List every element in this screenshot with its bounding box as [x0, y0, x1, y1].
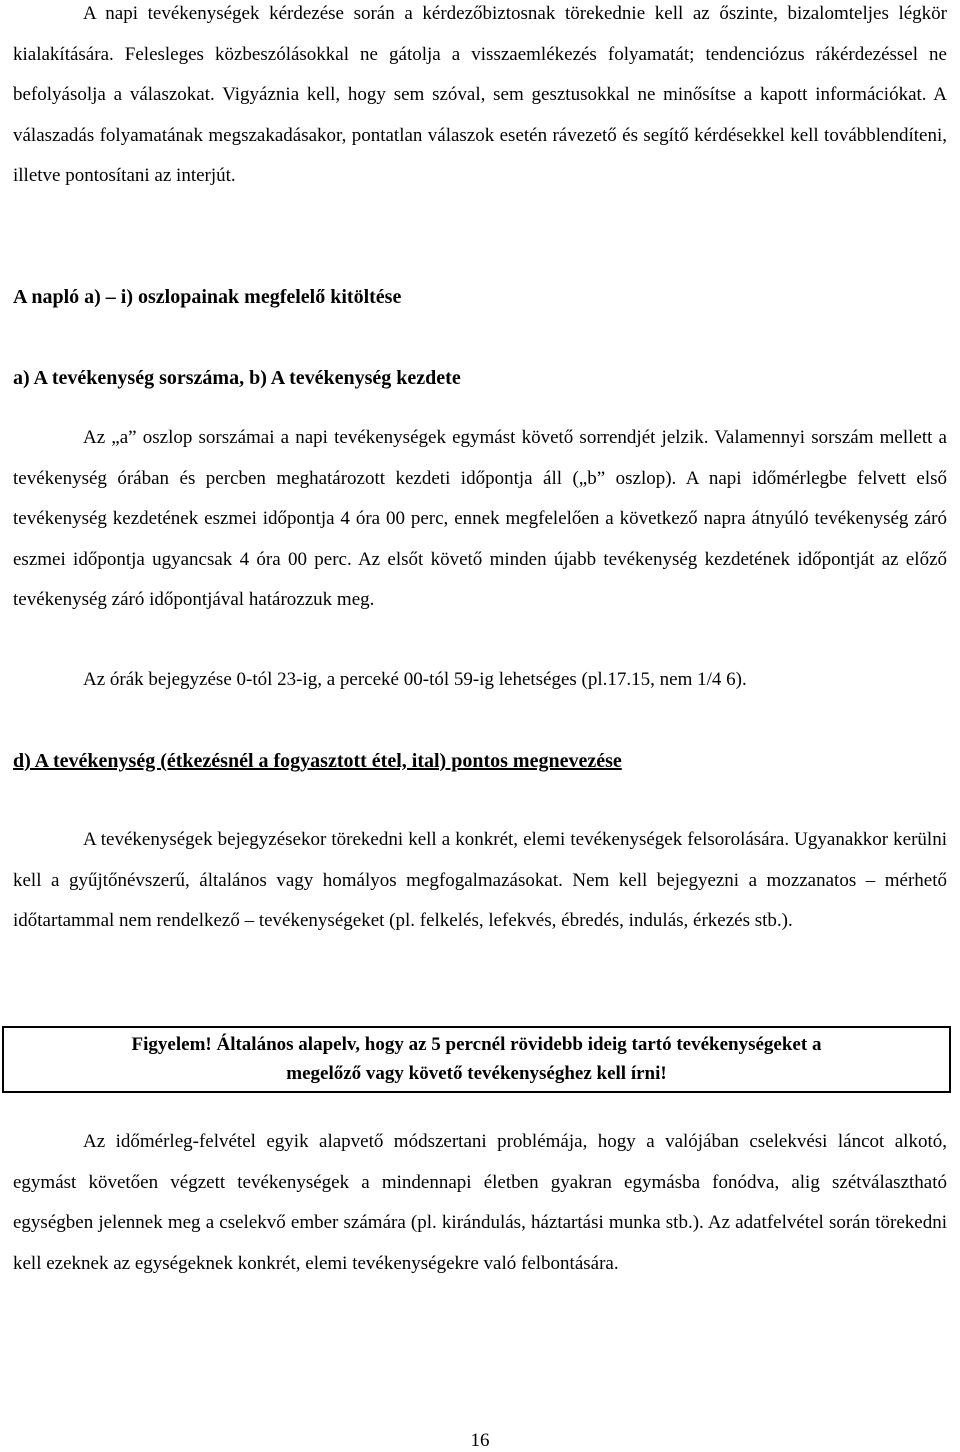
- paragraph-hour-minute-format: Az órák bejegyzése 0-tól 23-ig, a perceké 00-tól 59-ig lehetséges (pl.17.15, nem 1/4 6).: [83, 669, 747, 690]
- page-number: 16: [470, 1430, 490, 1451]
- warning-line-2: megelőző vagy követő tevékenységhez kell írni!: [286, 1063, 667, 1084]
- subheading-activity-number-start: a) A tevékenység sorszáma, b) A tevékenység kezdete: [13, 367, 461, 389]
- warning-box: [2, 1026, 951, 1093]
- subheading-activity-name: d) A tevékenység (étkezésnél a fogyasztott étel, ital) pontos megnevezése: [13, 750, 622, 772]
- warning-line-1: Figyelem! Általános alapelv, hogy az 5 percnél rövidebb ideig tartó tevékenységeket a: [131, 1034, 822, 1055]
- paragraph-activity-recording: A tevékenységek bejegyzésekor törekedni kell a konkrét, elemi tevékenységek felsorolására. Ugyanakkor kerülni kell a gyűjtőnévszerű, általános vagy homályos megfogalmazásokat. Nem kell bejegyezni a mozzanatos – mérhető időtartammal nem rendelkező – tevékenységeket (pl. felkelés, lefekvés, ébredés, indulás, érkezés stb.).: [13, 829, 947, 931]
- paragraph-methodology-problem: Az időmérleg-felvétel egyik alapvető módszertani problémája, hogy a valójában cselekvési láncot alkotó, egymást követően végzett tevékenységek a mindennapi életben gyakran egymásba fonódva, alig szétválasztható egységben jelennek meg a cselekvő ember számára (pl. kirándulás, háztartási munka stb.). Az adatfelvétel során törekedni kell ezeknek az egységeknek konkrét, elemi tevékenységekre való felbontására.: [13, 1131, 947, 1274]
- paragraph-interview-conduct: A napi tevékenységek kérdezése során a kérdezőbiztosnak törekednie kell az őszinte, bizalomteljes légkör kialakítására. Felesleges közbeszólásokkal ne gátolja a visszaemlékezés folyamatát; tendenciózus rákérdezéssel ne befolyásolja a válaszokat. Vigyáznia kell, hogy sem szóval, sem gesztusokkal ne minősítse a kapott információkat. A válaszadás folyamatának megszakadásakor, pontatlan válaszok esetén rávezető és segítő kérdésekkel kell továbblendíteni, illetve pontosítani az interjút.: [13, 3, 947, 186]
- paragraph-serial-numbers: Az „a” oszlop sorszámai a napi tevékenységek egymást követő sorrendjét jelzik. Valamennyi sorszám mellett a tevékenység órában és percben meghatározott kezdeti időpontja áll („b” oszlop). A napi időmérlegbe felvett első tevékenység kezdetének eszmei időpontja 4 óra 00 perc, ennek megfelelően a következő napra átnyúló tevékenység záró eszmei időpontja ugyancsak 4 óra 00 perc. Az elsőt követő minden újabb tevékenység kezdetének időpontját az előző tevékenység záró időpontjával határozzuk meg.: [13, 427, 947, 610]
- section-heading-diary-columns: A napló a) – i) oszlopainak megfelelő kitöltése: [13, 286, 402, 308]
